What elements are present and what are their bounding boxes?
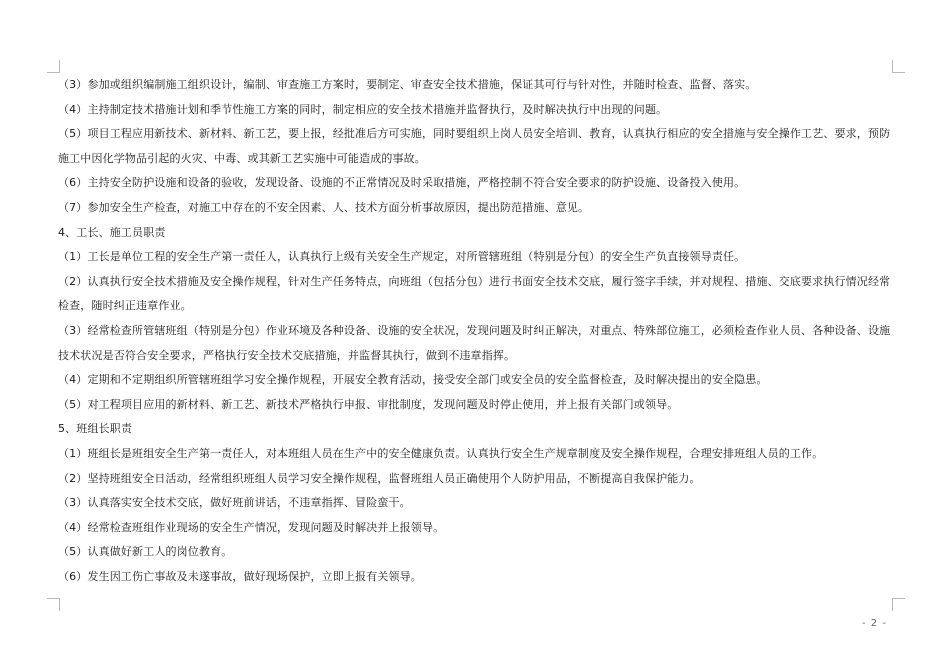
paragraph-line: （4）定期和不定期组织所管辖班组学习安全操作规程，开展安全教育活动，接受安全部门或安全员的安全监督检查，及时解决提出的安全隐患。 [58,373,768,387]
paragraph-line: （3）认真落实安全技术交底，做好班前讲话，不违章指挥、冒险蛮干。 [58,496,411,510]
paragraph-line: （5）项目工程应用新技术、新材料、新工艺，要上报，经批准后方可实施，同时要组织上岗人员安全培训、教育，认真执行相应的安全措施与安全操作工艺、要求，预防 [58,127,891,141]
crop-mark-top-right [892,60,905,73]
paragraph-line: 施工中因化学物品引起的火灾、中毒、或其新工艺实施中可能造成的事故。 [58,151,426,165]
paragraph-line: （1）工长是单位工程的安全生产第一责任人，认真执行上级有关安全生产规定，对所管辖班组（特别是分包）的安全生产负直接领导责任。 [58,250,746,264]
crop-mark-bottom-right [892,598,905,611]
paragraph-line: （3）经常检查所管辖班组（特别是分包）作业环境及各种设备、设施的安全状况，发现问题及时纠正解决，对重点、特殊部位施工，必须检查作业人员、各种设备、设施 [58,323,891,337]
paragraph-line: （4）主持制定技术措施计划和季节性施工方案的同时，制定相应的安全技术措施并监督执行，及时解决执行中出现的问题。 [58,102,668,116]
paragraph-line: （4）经常检查班组作业现场的安全生产情况，发现问题及时解决并上报领导。 [58,520,445,534]
paragraph-line: 检查，随时纠正违章作业。 [58,299,192,313]
paragraph-line: （5）认真做好新工人的岗位教育。 [58,545,233,559]
paragraph-line: （5）对工程项目应用的新材料、新工艺、新技术严格执行申报、审批制度，发现问题及时停止使用，并上报有关部门或领导。 [58,397,679,411]
section-heading: 5、班组长职责 [58,422,133,436]
paragraph-line: （3）参加或组织编制施工组织设计，编制、审查施工方案时，要制定、审查安全技术措施，保证其可行与针对性，并随时检查、监督、落实。 [58,78,757,91]
crop-mark-top-left [47,60,60,73]
paragraph-line: 技术状况是否符合安全要求，严格执行安全技术交底措施，并监督其执行，做到不违章指挥。 [58,348,516,362]
paragraph-line: （6）发生因工伤亡事故及未遂事故，做好现场保护，立即上报有关领导。 [58,569,422,583]
paragraph-line: （2）认真执行安全技术措施及安全操作规程，针对生产任务特点，向班组（包括分包）进行书面安全技术交底，履行签字手续，并对规程、措施、交底要求执行情况经常 [58,274,891,288]
paragraph-line: （2）坚持班组安全日活动，经常组织班组人员学习安全操作规程，监督班组人员正确使用个人防护用品，不断提高自我保护能力。 [58,471,701,485]
section-heading: 4、工长、施工员职责 [58,225,166,239]
page-number: - 2 - [862,618,887,629]
crop-mark-bottom-left [47,598,60,611]
document-body[interactable] [58,73,898,589]
paragraph-line: （6）主持安全防护设施和设备的验收，发现设备、设施的不正常情况及时采取措施，严格控制不符合安全要求的防护设施、设备投入使用。 [58,176,746,190]
paragraph-line: （7）参加安全生产检查，对施工中存在的不安全因素、人、技术方面分析事故原因，提出防范措施、意见。 [58,200,590,214]
paragraph-line: （1）班组长是班组安全生产第一责任人，对本班组人员在生产中的安全健康负责。认真执行安全生产规章制度及安全操作规程，合理安排班组人员的工作。 [58,446,824,460]
